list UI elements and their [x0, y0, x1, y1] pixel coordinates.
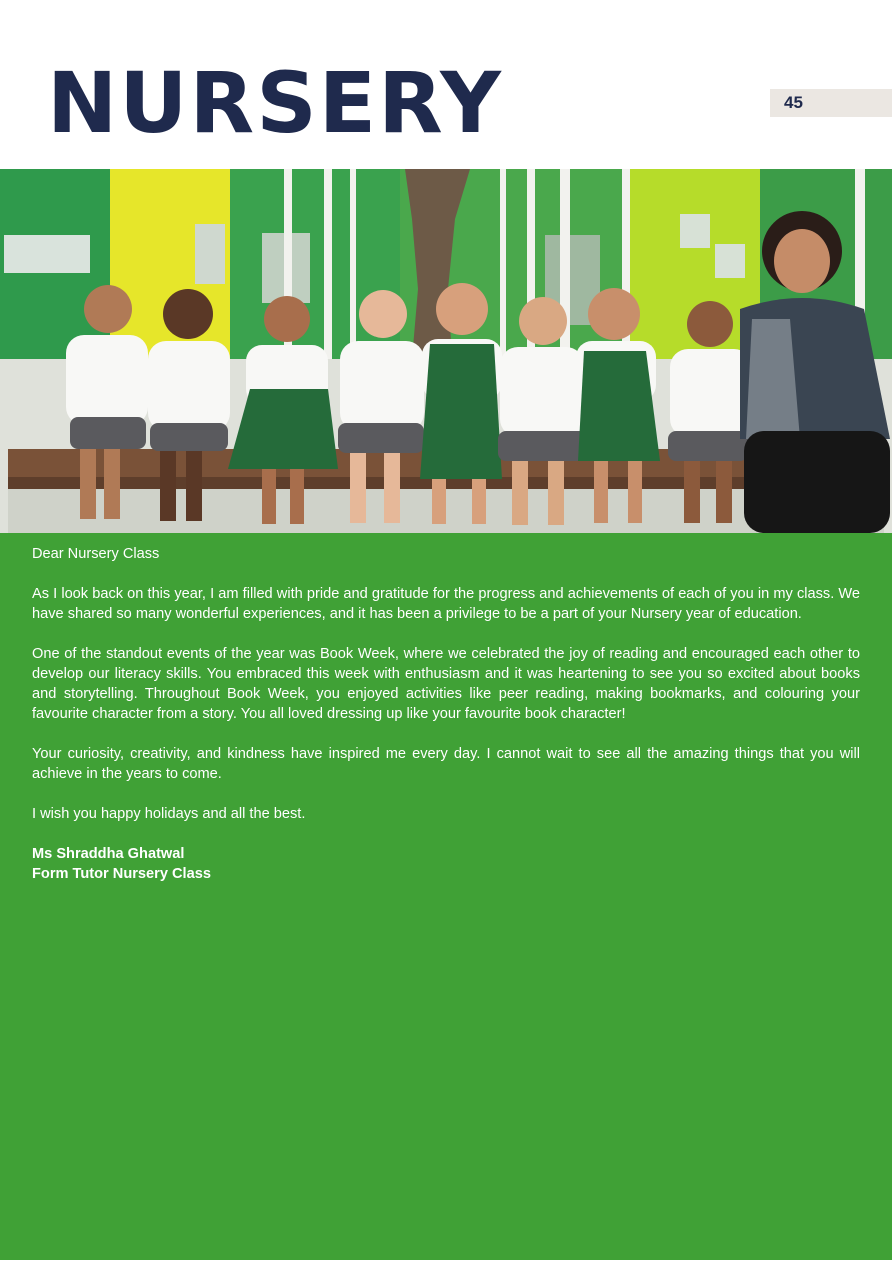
letter-paragraph: Your curiosity, creativity, and kindness have inspired me every day. I cannot wait to see all the amazing things that you will achieve in the years to come.: [32, 746, 860, 782]
page-number: 45: [770, 89, 892, 117]
letter-paragraph: As I look back on this year, I am filled with pride and gratitude for the progress and achievements of each of you in my class. We have shared so many wonderful experiences, and it has been a privilege to be a part of your Nursery year of education.: [32, 586, 860, 622]
letter-paragraph: One of the standout events of the year was Book Week, where we celebrated the joy of reading and encouraged each other to develop our literacy skills. You embraced this week with enthusiasm and it was heartening to see you so excited about books and storytelling. Throughout Book Week, you enjoyed activities like peer reading, making bookmarks, and colouring your favourite character from a story. You all loved dressing up like your favourite book character!: [32, 646, 860, 722]
letter-panel: [0, 533, 892, 1260]
class-photo: [0, 169, 892, 533]
signature-name: Ms Shraddha Ghatwal: [32, 846, 185, 862]
signature-role: Form Tutor Nursery Class: [32, 866, 211, 882]
letter-greeting: Dear Nursery Class: [32, 546, 160, 562]
page-title: NURSERY: [47, 54, 503, 152]
letter-paragraph: I wish you happy holidays and all the best.: [32, 806, 306, 822]
